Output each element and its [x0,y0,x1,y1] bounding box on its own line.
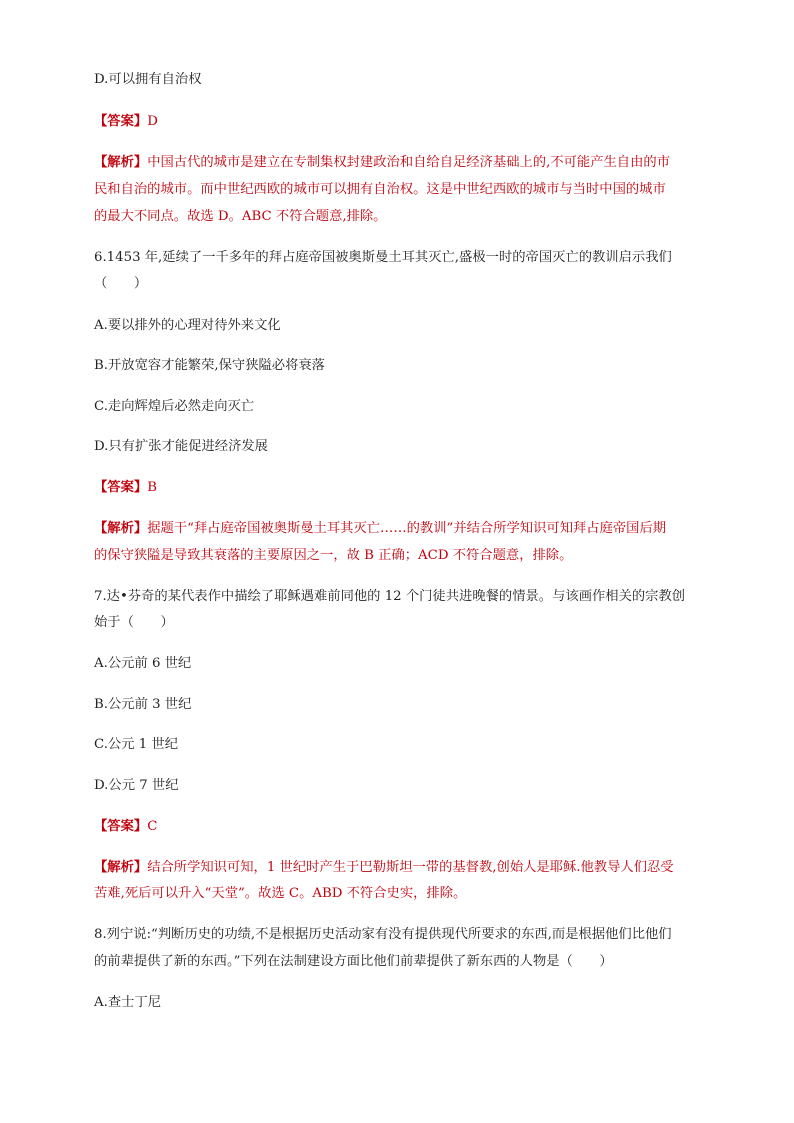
q6-answer [94,478,157,498]
answer-tag: 【答案】 [94,114,148,129]
q8-option-a: A.查士丁尼 [94,995,162,1010]
q6-option-c: C.走向辉煌后必然走向灭亡 [94,399,255,414]
q7-answer [94,817,157,837]
q6-stem-line1: 6.1453 年,延续了一千多年的拜占庭帝国被奥斯曼土耳其灭亡,盛极一时的帝国灭亡的教训启示我们 [94,250,672,265]
q6-stem-line2: （ ） [94,276,148,291]
analysis-tag: 【解析】 [94,155,148,170]
q7-stem-line2: 始于（ ） [94,615,174,630]
answer-value: B [147,480,157,495]
q7-option-d: D.公元 7 世纪 [94,778,179,793]
q5-option-d: D.可以拥有自治权 [94,72,202,87]
q6-option-d: D.只有扩张才能促进经济发展 [94,439,268,454]
q5-answer [94,112,158,132]
analysis-tag: 【解析】 [94,860,148,875]
q7-analysis-line1 [94,858,674,878]
q6-option-b: B.开放宽容才能繁荣,保守狭隘必将衰落 [94,358,325,373]
q8-stem-line2: 的前辈提供了新的东西。”下列在法制建设方面比他们前辈提供了新东西的人物是（ ） [94,954,613,969]
q7-analysis-line2: 苦难,死后可以升入“天堂”。故选 C。ABD 不符合史实，排除。 [94,886,467,901]
analysis-text: 据题干“拜占庭帝国被奥斯曼土耳其灭亡……的教训”并结合所学知识可知拜占庭帝国后期 [147,521,667,536]
q8-stem-line1: 8.列宁说:“判断历史的功绩,不是根据历史活动家有没有提供现代所要求的东西,而是根据他们比他们 [94,927,672,942]
q7-option-c: C.公元 1 世纪 [94,737,179,752]
answer-tag: 【答案】 [94,480,148,495]
answer-value: D [147,114,158,129]
q6-analysis-line1 [94,519,666,539]
q7-stem-line1: 7.达•芬奇的某代表作中描绘了耶稣遇难前同他的 12 个门徒共进晚餐的情景。与该画作相关的宗教创 [94,589,686,604]
analysis-text: 结合所学知识可知，1 世纪时产生于巴勒斯坦一带的基督教,创始人是耶稣.他教导人们忍受 [147,860,674,875]
answer-tag: 【答案】 [94,819,148,834]
answer-value: C [147,819,158,834]
q5-analysis-line2: 民和自治的城市。而中世纪西欧的城市可以拥有自治权。这是中世纪西欧的城市与当时中国的城市 [94,182,666,197]
q6-option-a: A.要以排外的心理对待外来文化 [94,318,281,333]
q7-option-a: A.公元前 6 世纪 [94,656,192,671]
q5-analysis-line1 [94,153,670,173]
analysis-tag: 【解析】 [94,521,148,536]
analysis-text: 中国古代的城市是建立在专制集权封建政治和自给自足经济基础上的,不可能产生自由的市 [147,155,670,170]
q6-analysis-line2: 的保守狭隘是导致其衰落的主要原因之一，故 B 正确；ACD 不符合题意，排除。 [94,548,573,563]
q7-option-b: B.公元前 3 世纪 [94,697,192,712]
q5-analysis-line3: 的最大不同点。故选 D。ABC 不符合题意,排除。 [94,209,387,224]
